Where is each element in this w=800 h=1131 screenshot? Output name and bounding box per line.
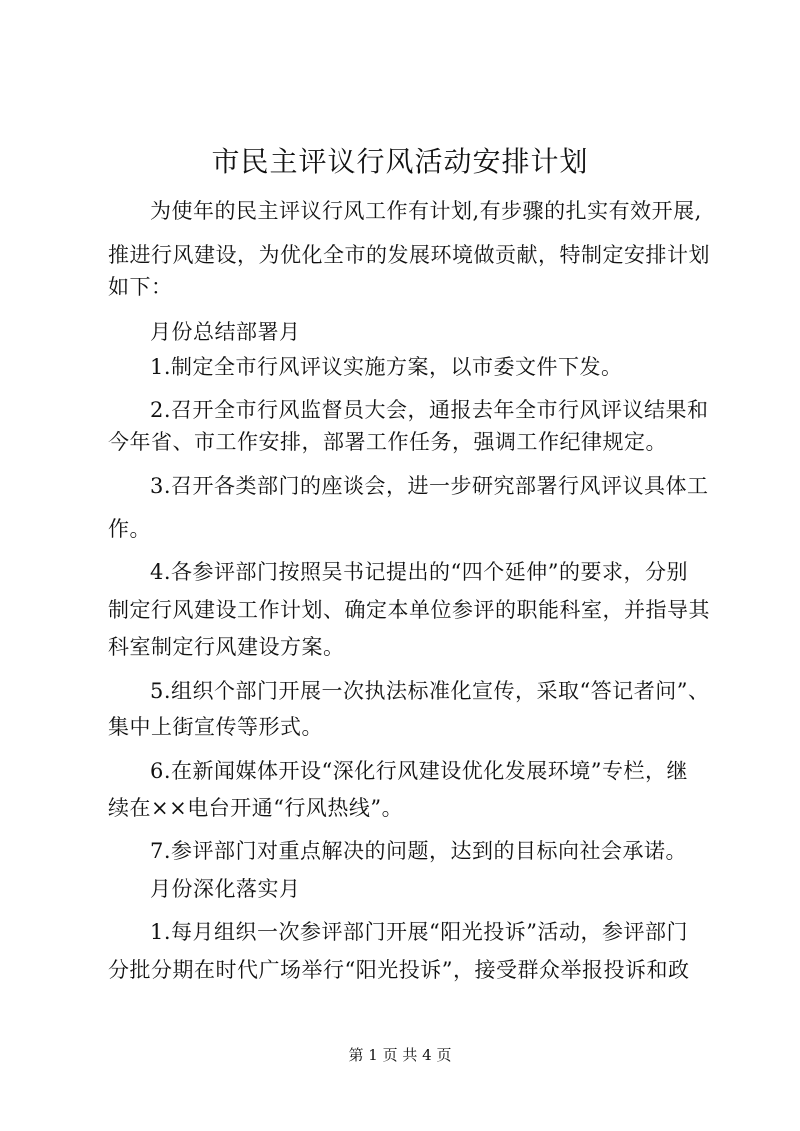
body-line: 集中上街宣传等形式。	[108, 715, 323, 739]
page-footer: 第 1 页 共 4 页	[348, 1046, 452, 1064]
body-line: 如下：	[108, 275, 173, 299]
body-line: 3.召开各类部门的座谈会，进一步研究部署行风评议具体工	[150, 474, 709, 498]
body-line: 1.每月组织一次参评部门开展“阳光投诉”活动，参评部门	[150, 920, 689, 944]
body-line: 作。	[108, 517, 151, 541]
body-line: 4.各参评部门按照吴书记提出的“四个延伸”的要求，分别	[150, 560, 689, 584]
document-title: 市民主评议行风活动安排计划	[211, 145, 589, 178]
section-heading: 月份深化落实月	[150, 877, 301, 901]
section-heading: 月份总结部署月	[150, 320, 301, 344]
body-line: 为使年的民主评议行风工作有计划,有步骤的扎实有效开展,	[150, 199, 702, 223]
body-line: 5.组织个部门开展一次执法标准化宣传，采取“答记者问”、	[150, 679, 710, 703]
body-line: 制定行风建设工作计划、确定本单位参评的职能科室，并指导其	[108, 598, 710, 622]
body-line: 今年省、市工作安排，部署工作任务，强调工作纪律规定。	[108, 430, 667, 454]
body-line: 推进行风建设，为优化全市的发展环境做贡献，特制定安排计划	[108, 243, 710, 267]
body-line: 科室制定行风建设方案。	[108, 635, 345, 659]
body-line: 1.制定全市行风评议实施方案，以市委文件下发。	[150, 355, 623, 379]
body-line: 续在××电台开通“行风热线”。	[108, 796, 404, 820]
body-line: 6.在新闻媒体开设“深化行风建设优化发展环境”专栏，继	[150, 759, 689, 783]
body-line: 分批分期在时代广场举行“阳光投诉”，接受群众举报投诉和政	[108, 958, 690, 982]
body-line: 2.召开全市行风监督员大会，通报去年全市行风评议结果和	[150, 398, 709, 422]
body-line: 7.参评部门对重点解决的问题，达到的目标向社会承诺。	[150, 839, 688, 863]
